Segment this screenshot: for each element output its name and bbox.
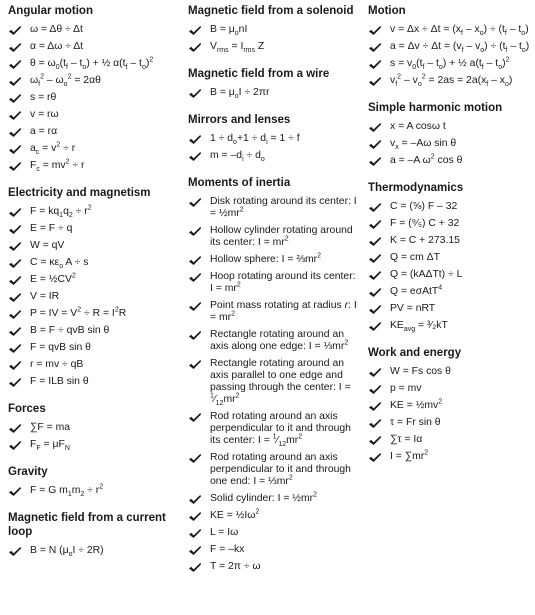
- formula-item: [368, 201, 533, 213]
- formula-text: Q = eσAtT$^4$: [390, 284, 443, 297]
- check-mark-icon: [368, 401, 382, 412]
- formula-item: [188, 271, 358, 295]
- section-magnetic-field-from-a-current-loop: [8, 511, 176, 557]
- formula-item: [368, 235, 533, 247]
- check-mark-icon: [188, 301, 202, 312]
- check-mark-icon: [8, 25, 22, 36]
- formula-item: [188, 358, 358, 406]
- formula-text: $a = \Delta v \div \Delta t = (v_f - v_o) \div (t_f - t_o)$: [390, 41, 530, 55]
- check-mark-icon: [188, 255, 202, 266]
- formula-text: PV = nRT: [390, 303, 436, 314]
- formula-text: B = N $(\mu_oI \div 2R)$: [30, 545, 104, 559]
- check-mark-icon: [8, 241, 22, 252]
- formula-text: Rod rotating around an axis perpendicular to it and through its center: $I = ^1⁄_{12}mr^2$: [210, 411, 351, 449]
- section-thermodynamics: [368, 181, 533, 332]
- check-mark-icon: [188, 272, 202, 283]
- check-mark-icon: [368, 270, 382, 281]
- formula-text: $F = kq_1q_2 \div r^2$: [30, 204, 92, 220]
- formula-item: [8, 308, 176, 320]
- formula-list: [8, 545, 176, 557]
- formula-text: KE = $\frac{1}{2}I\omega^2$: [210, 508, 260, 521]
- formula-text: $s = v_0(t_f - t_o)$ + ½ $a(t_f - t_o)^2$: [390, 56, 510, 72]
- formula-item: [8, 160, 176, 172]
- formula-text: W = qV: [30, 240, 65, 251]
- section-title: Thermodynamics: [368, 182, 464, 194]
- check-mark-icon: [368, 25, 382, 36]
- formula-item: [368, 269, 533, 281]
- column-2: [188, 0, 358, 578]
- formula-item: [8, 342, 176, 354]
- formula-text: $v_f^2 - v_o^2 = 2as = 2a(x_f - x_o)$: [390, 73, 513, 89]
- section-moments-of-inertia: [188, 176, 358, 573]
- formula-item: [368, 383, 533, 395]
- check-mark-icon: [188, 197, 202, 208]
- section-title: Moments of inertia: [188, 177, 291, 189]
- formula-text: $F_c = mv^2 \div r$: [30, 158, 85, 174]
- formula-list: [368, 121, 533, 167]
- check-mark-icon: [8, 343, 22, 354]
- section-title: Magnetic field from a current loop: [8, 512, 166, 538]
- formula-item: [188, 300, 358, 324]
- section-magnetic-field-from-a-wire: [188, 67, 358, 99]
- formula-text: $C = \kappa\varepsilon_o$ A ÷ s: [30, 257, 89, 271]
- formula-text: s = rθ: [30, 92, 57, 103]
- check-mark-icon: [188, 25, 202, 36]
- formula-text: r = mv ÷ qB: [30, 359, 84, 370]
- section-title: Angular motion: [8, 5, 93, 17]
- formula-item: [368, 286, 533, 298]
- formula-item: [368, 138, 533, 150]
- check-mark-icon: [368, 253, 382, 264]
- formula-text: K = C + 273.15: [390, 235, 460, 246]
- formula-text: F = qvB sin θ: [30, 342, 91, 353]
- section-title: Gravity: [8, 466, 48, 478]
- formula-item: [368, 320, 533, 332]
- formula-text: $a_c = v^2 \div r$: [30, 141, 76, 157]
- check-mark-icon: [188, 494, 202, 505]
- formula-item: [8, 58, 176, 70]
- formula-item: [8, 376, 176, 388]
- section-motion: [368, 4, 533, 87]
- formula-text: C = (⅝) F – 32: [390, 201, 458, 212]
- formula-text: Q = cm ΔT: [390, 252, 440, 263]
- formula-text: V = IR: [30, 291, 60, 302]
- formula-item: [188, 196, 358, 220]
- formula-text: $v = \Delta x \div \Delta t = (x_f - x_o) \div (t_f - t_o)$: [390, 24, 529, 38]
- section-work-and-energy: [368, 346, 533, 463]
- formula-text: $1 \div d_o+1 \div d_i = 1 \div f$: [210, 133, 300, 147]
- formula-item: [368, 366, 533, 378]
- formula-text: F = G $m_1m_2 \div r^2$: [30, 483, 104, 499]
- formula-item: [188, 510, 358, 522]
- formula-text: $\theta = \omega_0(t_f - t_o)$ + ½ $\alpha(t_f - t_o)^2$: [30, 56, 154, 72]
- check-mark-icon: [8, 440, 22, 451]
- formula-item: [8, 257, 176, 269]
- formula-text: Hoop rotating around its center: $I = mr^2$: [210, 271, 356, 294]
- check-mark-icon: [368, 156, 382, 167]
- formula-text: $m = -d_i \div d_o$: [210, 150, 265, 164]
- formula-item: [368, 41, 533, 53]
- formula-item: [8, 439, 176, 451]
- formula-item: [368, 252, 533, 264]
- formula-item: [8, 75, 176, 87]
- formula-item: [188, 527, 358, 539]
- check-mark-icon: [8, 224, 22, 235]
- formula-text: x = A cosω t: [390, 121, 446, 132]
- formula-text: Disk rotating around its center: $I = \frac{1}{2}mr^2$: [210, 196, 357, 219]
- check-mark-icon: [8, 76, 22, 87]
- check-mark-icon: [368, 435, 382, 446]
- formula-list: [368, 201, 533, 332]
- check-mark-icon: [188, 330, 202, 341]
- formula-list: [8, 485, 176, 497]
- check-mark-icon: [368, 76, 382, 87]
- formula-item: [8, 143, 176, 155]
- formula-item: [8, 291, 176, 303]
- formula-text: $E = \frac{1}{2}CV^2$: [30, 272, 76, 285]
- formula-text: ∑F = ma: [30, 422, 71, 433]
- formula-text: W = Fs cos θ: [390, 366, 451, 377]
- check-mark-icon: [188, 226, 202, 237]
- check-mark-icon: [368, 139, 382, 150]
- formula-item: [368, 24, 533, 36]
- check-mark-icon: [188, 528, 202, 539]
- check-mark-icon: [8, 207, 22, 218]
- section-magnetic-field-from-a-solenoid: [188, 4, 358, 53]
- formula-item: [8, 274, 176, 286]
- formula-item: [8, 422, 176, 434]
- formula-item: [368, 58, 533, 70]
- check-mark-icon: [368, 287, 382, 298]
- formula-text: Rectangle rotating around an axis along one edge: $I = \frac{1}{3}mr^2$: [210, 329, 349, 352]
- section-title: Motion: [368, 5, 406, 17]
- formula-item: [368, 75, 533, 87]
- formula-text: Hollow cylinder rotating around its center: $I = mr^2$: [210, 225, 353, 248]
- check-mark-icon: [8, 377, 22, 388]
- formula-text: $V_{rms} = I_{rms}$ Z: [210, 41, 265, 55]
- formula-item: [8, 206, 176, 218]
- formula-list: [8, 206, 176, 388]
- formula-list: [8, 24, 176, 172]
- check-mark-icon: [188, 151, 202, 162]
- formula-item: [8, 92, 176, 104]
- formula-list: [8, 422, 176, 451]
- formula-text: Point mass rotating at radius r: $I = mr^2$: [210, 300, 357, 323]
- section-title: Electricity and magnetism: [8, 187, 151, 199]
- check-mark-icon: [368, 42, 382, 53]
- formula-item: [8, 41, 176, 53]
- formula-text: $\omega_f^2 - \omega_o^2 = 2\alpha\theta$: [30, 73, 101, 89]
- formula-list: [188, 24, 358, 53]
- check-mark-icon: [8, 309, 22, 320]
- formula-item: [188, 544, 358, 556]
- check-mark-icon: [8, 326, 22, 337]
- check-mark-icon: [8, 59, 22, 70]
- section-title: Forces: [8, 403, 46, 415]
- formula-text: F = –kx: [210, 544, 245, 555]
- formula-item: [8, 545, 176, 557]
- check-mark-icon: [368, 304, 382, 315]
- check-mark-icon: [188, 562, 202, 573]
- check-mark-icon: [8, 93, 22, 104]
- check-mark-icon: [368, 384, 382, 395]
- formula-text: $I = \sum mr^2$: [390, 449, 429, 462]
- formula-item: [8, 485, 176, 497]
- section-forces: [8, 402, 176, 451]
- section-title: Mirrors and lenses: [188, 114, 291, 126]
- formula-item: [188, 225, 358, 249]
- check-mark-icon: [188, 134, 202, 145]
- formula-text: B = F ÷ qvB sin θ: [30, 325, 110, 336]
- check-mark-icon: [188, 88, 202, 99]
- formula-item: [368, 451, 533, 463]
- formula-item: [368, 121, 533, 133]
- formula-list: [188, 133, 358, 162]
- formula-text: F = ILB sin θ: [30, 376, 89, 387]
- check-mark-icon: [8, 161, 22, 172]
- check-mark-icon: [8, 546, 22, 557]
- check-mark-icon: [368, 452, 382, 463]
- check-mark-icon: [8, 423, 22, 434]
- section-simple-harmonic-motion: [368, 101, 533, 167]
- formula-item: [188, 493, 358, 505]
- check-mark-icon: [188, 453, 202, 464]
- check-mark-icon: [188, 511, 202, 522]
- formula-item: [368, 218, 533, 230]
- formula-item: [368, 155, 533, 167]
- formula-list: [368, 366, 533, 463]
- formula-list: [368, 24, 533, 87]
- formula-item: [368, 434, 533, 446]
- check-mark-icon: [368, 321, 382, 332]
- section-title: Magnetic field from a wire: [188, 68, 330, 80]
- formula-text: KE = $\frac{1}{2}mv^2$: [390, 398, 443, 411]
- formula-item: [188, 561, 358, 573]
- formula-text: a = –A $\omega^2$ cos θ: [390, 153, 463, 166]
- formula-item: [8, 359, 176, 371]
- formula-item: [8, 24, 176, 36]
- check-mark-icon: [8, 110, 22, 121]
- formula-text: Q = (kAΔTt) ÷ L: [390, 269, 463, 280]
- formula-item: [188, 24, 358, 36]
- check-mark-icon: [8, 275, 22, 286]
- formula-text: $KE_{avg}$ = ³⁄₂kT: [390, 320, 448, 334]
- formula-item: [188, 329, 358, 353]
- formula-text: L = Iω: [210, 527, 239, 538]
- check-mark-icon: [188, 359, 202, 370]
- column-1: [8, 0, 176, 562]
- formula-text: $B = \mu_onI$: [210, 24, 248, 38]
- section-title: Simple harmonic motion: [368, 102, 503, 114]
- check-mark-icon: [368, 367, 382, 378]
- formula-list: [188, 196, 358, 573]
- formula-item: [368, 303, 533, 315]
- section-title: Work and energy: [368, 347, 462, 359]
- check-mark-icon: [8, 127, 22, 138]
- check-mark-icon: [8, 486, 22, 497]
- formula-text: Hollow sphere: $I = \frac{2}{3}mr^2$: [210, 252, 322, 265]
- check-mark-icon: [188, 545, 202, 556]
- check-mark-icon: [368, 418, 382, 429]
- formula-text: $F_F = \mu F_N$: [30, 439, 70, 453]
- formula-item: [188, 87, 358, 99]
- formula-item: [368, 400, 533, 412]
- formula-text: P = IV = $V^2 \div R = I^2R$: [30, 306, 127, 319]
- section-mirrors-and-lenses: [188, 113, 358, 162]
- formula-item: [188, 133, 358, 145]
- section-electricity-and-magnetism: [8, 186, 176, 388]
- formula-text: ∑τ = Iα: [390, 434, 423, 445]
- formula-text: a = rα: [30, 126, 58, 137]
- check-mark-icon: [368, 236, 382, 247]
- section-gravity: [8, 465, 176, 497]
- formula-text: τ = Fr sin θ: [390, 417, 441, 428]
- check-mark-icon: [8, 258, 22, 269]
- formula-text: F = (⁹⁄₅) C + 32: [390, 218, 460, 229]
- formula-text: p = mv: [390, 383, 422, 394]
- formula-item: [8, 126, 176, 138]
- formula-item: [8, 223, 176, 235]
- formula-item: [8, 325, 176, 337]
- check-mark-icon: [8, 42, 22, 53]
- formula-text: Rod rotating around an axis perpendicular to it and through one end: $I = \frac{1}{3}mr^2$: [210, 452, 351, 487]
- section-title: Magnetic field from a solenoid: [188, 5, 354, 17]
- check-mark-icon: [368, 219, 382, 230]
- formula-text: α = Δω ÷ Δt: [30, 41, 84, 52]
- formula-text: Rectangle rotating around an axis parallel to one edge and passing through the center: $I = ^1⁄_{12}mr^2$: [210, 358, 351, 408]
- formula-text: $B = \mu_oI \div 2\pi r$: [210, 87, 270, 101]
- formula-item: [188, 452, 358, 488]
- formula-list: [188, 87, 358, 99]
- formula-text: ω = Δθ ÷ Δt: [30, 24, 83, 35]
- check-mark-icon: [188, 412, 202, 423]
- check-mark-icon: [8, 360, 22, 371]
- check-mark-icon: [368, 122, 382, 133]
- formula-item: [368, 417, 533, 429]
- formula-item: [8, 240, 176, 252]
- column-3: [368, 0, 533, 468]
- formula-text: v = rω: [30, 109, 59, 120]
- formula-text: $v_x = -A\omega$ sin θ: [390, 138, 457, 152]
- formula-text: T = 2π ÷ ω: [210, 561, 261, 572]
- section-angular-motion: [8, 4, 176, 172]
- formula-text: Solid cylinder: $I = \frac{1}{2}mr^2$: [210, 491, 317, 504]
- check-mark-icon: [8, 292, 22, 303]
- check-mark-icon: [188, 42, 202, 53]
- formula-item: [188, 150, 358, 162]
- formula-text: E = F ÷ q: [30, 223, 73, 234]
- check-mark-icon: [368, 59, 382, 70]
- formula-item: [188, 411, 358, 447]
- check-mark-icon: [8, 144, 22, 155]
- formula-item: [188, 254, 358, 266]
- check-mark-icon: [368, 202, 382, 213]
- formula-item: [8, 109, 176, 121]
- formula-item: [188, 41, 358, 53]
